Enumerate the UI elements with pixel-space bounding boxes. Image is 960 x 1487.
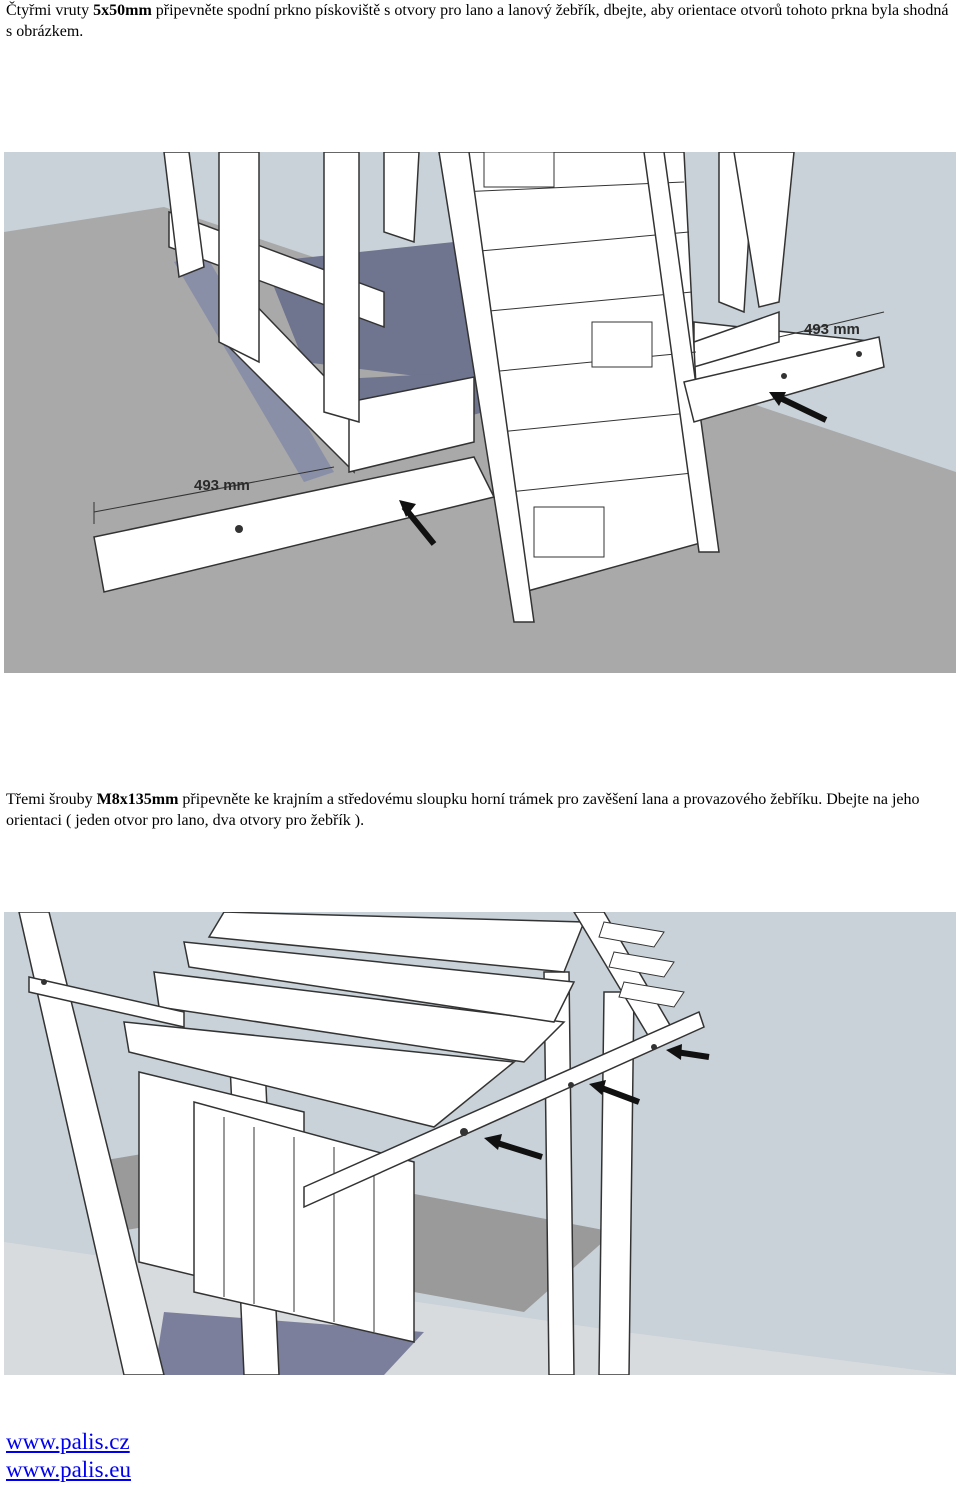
link-palis-cz[interactable]: www.palis.cz [6, 1429, 130, 1454]
step1-suffix: připevněte spodní prkno pískoviště s otvory pro lano a lanový žebřík, dbejte, aby orientace otvorů tohoto prkna byla shodná s obrázkem. [6, 2, 949, 40]
dimension-label-right: 493 mm [804, 321, 860, 338]
assembly-figure-1 [4, 152, 956, 673]
step1-instruction [6, 0, 954, 42]
link-palis-eu[interactable]: www.palis.eu [6, 1457, 131, 1482]
step1-prefix: Čtyřmi vruty [6, 2, 94, 19]
footer-links [6, 1428, 131, 1484]
assembly-figure-2 [4, 912, 956, 1375]
step1-screw-spec: 5x50mm [93, 2, 152, 19]
dimension-label-left: 493 mm [194, 477, 250, 494]
step2-suffix: připevněte ke krajním a středovému sloupku horní trámek pro zavěšení lana a provazového žebříku. Dbejte na jeho orientaci ( jeden otvor pro lano, dva otvory pro žebřík ). [6, 791, 920, 829]
step2-bolt-spec: M8x135mm [96, 791, 179, 808]
step2-instruction [6, 789, 954, 831]
step2-prefix: Třemi šrouby [6, 791, 97, 808]
